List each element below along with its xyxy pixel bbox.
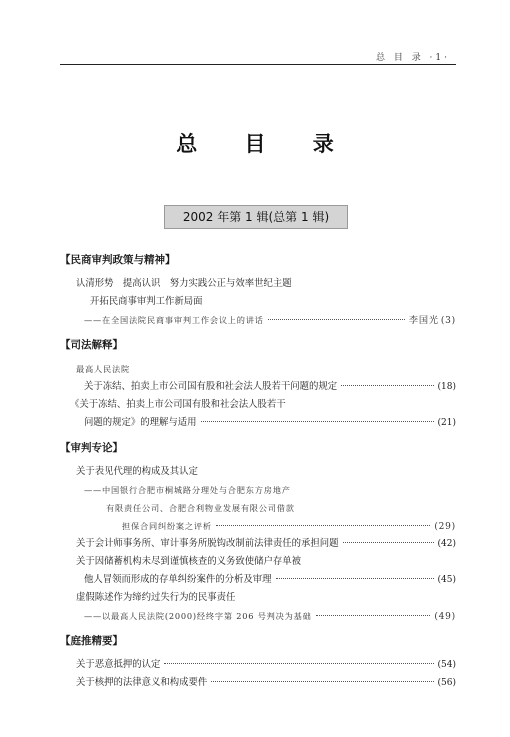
toc-section-trial-monographs — [60, 440, 456, 625]
toc-entry[interactable] — [60, 674, 456, 692]
entry-title: 关于恶意抵押的认定 — [76, 659, 161, 670]
toc-entry[interactable] — [60, 414, 456, 432]
entry-title: 关于会计师事务所、审计事务所脱钩改制前法律责任的承担问题 — [76, 538, 339, 549]
dot-leader — [316, 615, 431, 616]
toc-entry[interactable] — [60, 499, 456, 517]
dot-leader — [343, 542, 434, 543]
entry-title: 他人冒领而形成的存单纠纷案件的分析及审理 — [84, 574, 272, 585]
toc-entry[interactable] — [60, 360, 456, 378]
dot-leader — [201, 421, 434, 422]
toc-section-civil-commercial-policy — [60, 252, 456, 329]
toc-section-judicial-interpretation — [60, 337, 456, 432]
toc-entry[interactable] — [60, 463, 456, 481]
dot-leader — [341, 385, 433, 386]
entry-title: 《关于冻结、拍卖上市公司国有股和社会法人股若干 — [70, 399, 286, 410]
toc-entry[interactable] — [60, 589, 456, 607]
entry-page-number: (54) — [437, 660, 456, 670]
entry-title: 开拓民商事审判工作新局面 — [90, 296, 203, 307]
entry-subtitle: ——以最高人民法院(2000)经终字第 206 号判决为基础 — [84, 611, 312, 621]
dot-leader — [164, 663, 433, 664]
running-head: 总 目 录 ·1· — [375, 53, 450, 63]
entry-title: 关于核押的法律意义和构成要件 — [76, 677, 208, 688]
entry-author: 李国光 — [408, 315, 439, 326]
entry-title: 关于冻结、拍卖上市公司国有股和社会法人股若干问题的规定 — [84, 381, 338, 392]
entry-subtitle: 有限责任公司、合肥合利物业发展有限公司借款 — [106, 503, 295, 513]
dot-leader — [268, 319, 405, 320]
entry-page-number: (42) — [437, 539, 456, 549]
entry-author-org: 最高人民法院 — [76, 364, 130, 374]
dot-leader — [216, 525, 430, 526]
toc-entry[interactable] — [60, 275, 456, 293]
entry-page-number: (45) — [437, 575, 456, 585]
entry-page-number: (49) — [434, 612, 456, 622]
entry-title: 关于表见代理的构成及其认定 — [76, 466, 198, 477]
toc-entry[interactable] — [60, 535, 456, 553]
entry-subtitle: ——在全国法院民商事审判工作会议上的讲话 — [84, 315, 264, 325]
entry-subtitle: ——中国银行合肥市桐城路分理处与合肥东方房地产 — [84, 485, 291, 495]
section-heading: 【司法解释】 — [60, 339, 123, 351]
toc-entry[interactable] — [60, 481, 456, 499]
toc-entry[interactable] — [60, 396, 456, 414]
entry-page-number: (3) — [440, 316, 456, 326]
table-of-contents — [60, 252, 456, 700]
toc-entry[interactable] — [60, 607, 456, 625]
entry-page-number: (29) — [434, 522, 456, 532]
entry-page-number: (56) — [437, 678, 456, 688]
toc-entry[interactable] — [60, 656, 456, 674]
header-rule — [60, 64, 456, 65]
entry-page-number: (21) — [437, 418, 456, 428]
toc-entry[interactable] — [60, 378, 456, 396]
entry-title: 认清形势 提高认识 努力实践公正与效率世纪主题 — [76, 278, 292, 289]
toc-entry[interactable] — [60, 553, 456, 571]
toc-entry[interactable] — [60, 293, 456, 311]
page-title: 总 目 录 — [176, 132, 354, 156]
entry-title: 问题的规定》的理解与适用 — [84, 417, 197, 428]
toc-section-trial-essentials — [60, 633, 456, 692]
section-heading: 【民商审判政策与精神】 — [60, 254, 176, 266]
dot-leader — [276, 578, 434, 579]
toc-entry[interactable] — [60, 311, 456, 329]
toc-entry[interactable] — [60, 571, 456, 589]
toc-entry[interactable] — [60, 517, 456, 535]
dot-leader — [211, 681, 433, 682]
entry-title: 虚假陈述作为缔约过失行为的民事责任 — [76, 592, 236, 603]
volume-banner: 2002 年第 1 辑(总第 1 辑) — [164, 205, 348, 229]
entry-subtitle: 担保合同纠纷案之评析 — [122, 521, 212, 531]
section-heading: 【庭推精要】 — [60, 635, 123, 647]
entry-title: 关于因储蓄机构未尽到谨慎核查的义务致使储户存单被 — [76, 556, 302, 567]
entry-page-number: (18) — [437, 382, 456, 392]
section-heading: 【审判专论】 — [60, 442, 123, 454]
